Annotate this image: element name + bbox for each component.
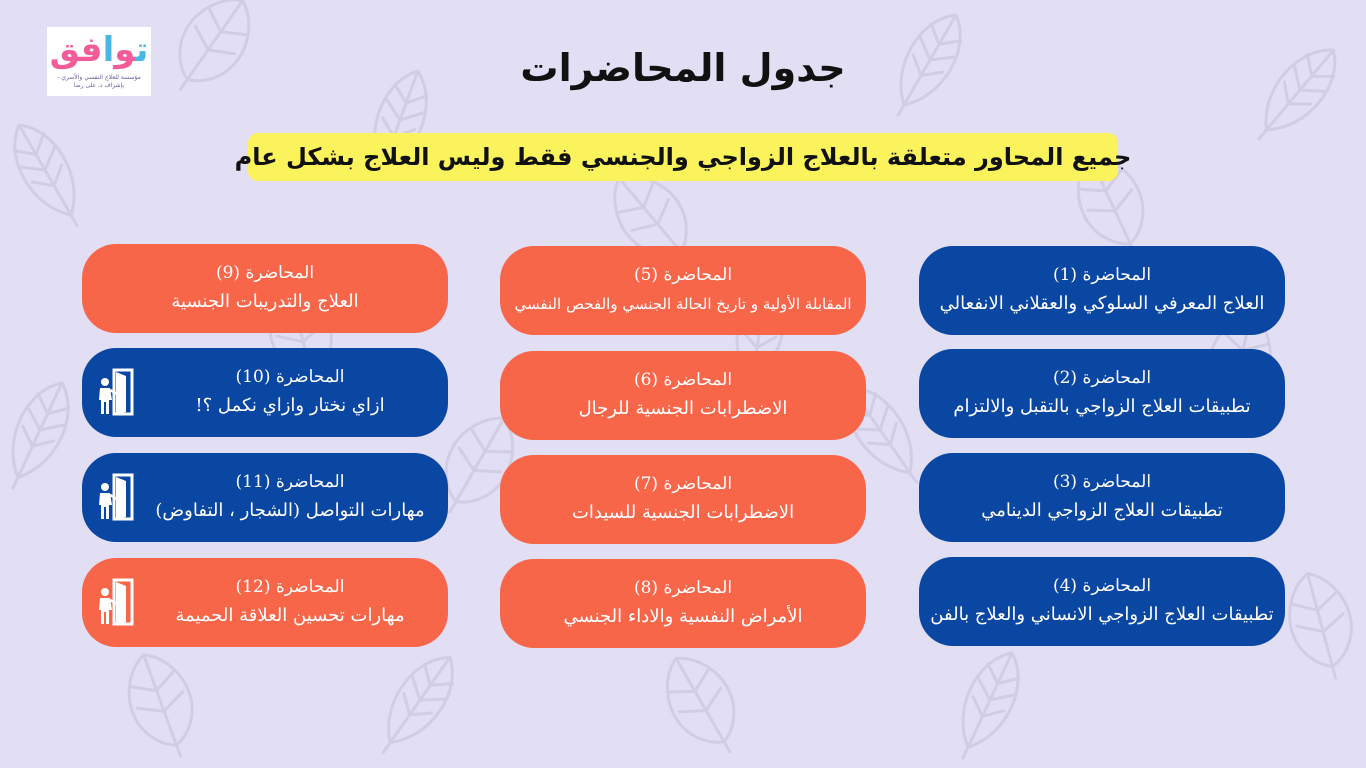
door-exit-icon [96, 578, 136, 626]
lecture-topic: العلاج والتدريبات الجنسية [171, 291, 359, 312]
lecture-card-3 [919, 453, 1285, 542]
lecture-number: المحاضرة (1) [1052, 265, 1152, 285]
lecture-card-1 [919, 246, 1285, 335]
lecture-card-4 [919, 557, 1285, 646]
lecture-number: المحاضرة (8) [633, 578, 733, 598]
tawafoq-logo [47, 27, 151, 96]
lecture-topic: المقابلة الأولية و تاريخ الحالة الجنسي والفحص النفسي [514, 295, 852, 313]
lecture-number: المحاضرة (12) [235, 577, 345, 597]
door-exit-icon [96, 473, 136, 521]
lecture-number: المحاضرة (10) [235, 367, 345, 387]
lecture-card-2 [919, 349, 1285, 438]
logo-wordmark: توافق [49, 30, 149, 70]
lecture-topic: تطبيقات العلاج الزواجي الانساني والعلاج بالفن [930, 604, 1274, 625]
lecture-number: المحاضرة (11) [235, 472, 345, 492]
page-title: جدول المحاضرات [520, 46, 846, 90]
lecture-card-11 [82, 453, 448, 542]
lecture-topic: العلاج المعرفي السلوكي والعقلاني الانفعالي [939, 293, 1265, 314]
lecture-number: المحاضرة (2) [1052, 368, 1152, 388]
lecture-topic: تطبيقات العلاج الزواجي الدينامي [981, 500, 1223, 521]
lecture-card-9 [82, 244, 448, 333]
lecture-number: المحاضرة (7) [633, 474, 733, 494]
lecture-topic: ازاي نختار وازاي نكمل ؟! [195, 395, 385, 416]
lecture-number: المحاضرة (5) [633, 265, 733, 285]
lecture-topic: الأمراض النفسية والاداء الجنسي [563, 606, 803, 627]
lecture-number: المحاضرة (3) [1052, 472, 1152, 492]
lecture-topic: مهارات تحسين العلاقة الحميمة [175, 605, 405, 626]
lecture-topic: الاضطرابات الجنسية للسيدات [571, 502, 795, 523]
logo-tagline: مؤسسة للعلاج النفسي والأسري - بإشراف د. على رضا [57, 74, 141, 89]
lecture-card-5 [500, 246, 866, 335]
lecture-number: المحاضرة (9) [215, 263, 315, 283]
door-exit-icon [96, 368, 136, 416]
subtitle-banner: جميع المحاور متعلقة بالعلاج الزواجي والجنسي فقط وليس العلاج بشكل عام [248, 133, 1118, 181]
lecture-card-8 [500, 559, 866, 648]
lecture-topic: مهارات التواصل (الشجار ، التفاوض) [155, 500, 425, 521]
lecture-number: المحاضرة (4) [1052, 576, 1152, 596]
lecture-card-6 [500, 351, 866, 440]
lecture-card-7 [500, 455, 866, 544]
lecture-topic: الاضطرابات الجنسية للرجال [578, 398, 788, 419]
lecture-card-12 [82, 558, 448, 647]
lecture-number: المحاضرة (6) [633, 370, 733, 390]
lecture-topic: تطبيقات العلاج الزواجي بالتقبل والالتزام [953, 396, 1251, 417]
lecture-card-10 [82, 348, 448, 437]
